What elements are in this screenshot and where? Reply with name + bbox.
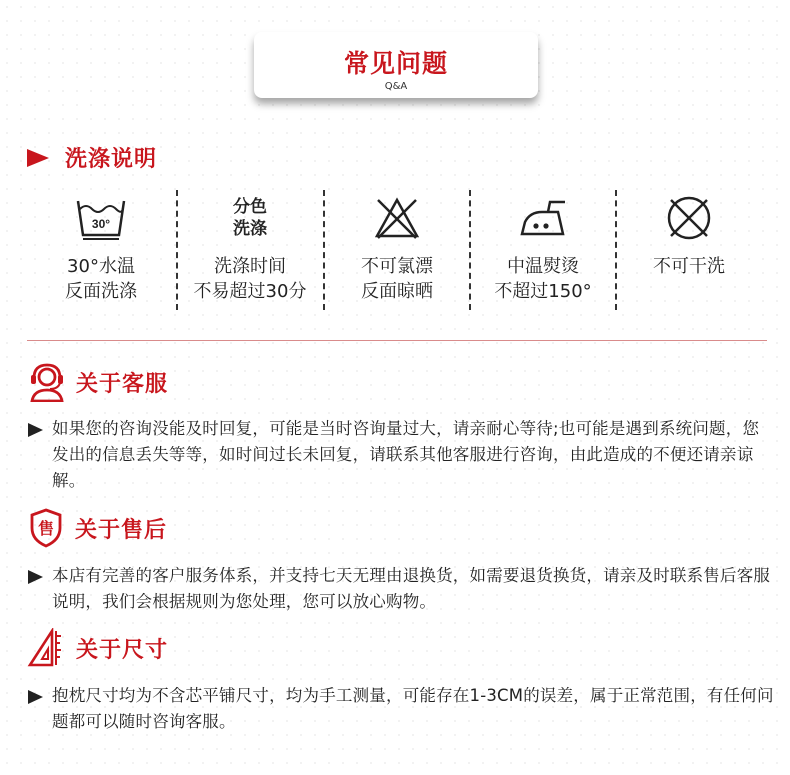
after-sales-section-title: 关于售后 xyxy=(75,517,168,543)
section-divider xyxy=(27,340,767,341)
arrow-icon xyxy=(27,149,49,167)
separate-colors-label: 分色 洗涤 xyxy=(233,197,267,239)
bullet-arrow-icon xyxy=(28,570,43,584)
washing-section-header xyxy=(27,142,157,173)
after-sales-section-header xyxy=(29,508,167,548)
service-section-title: 关于客服 xyxy=(76,371,169,397)
care-caption: 30°水温 反面洗涤 xyxy=(65,256,137,302)
care-caption: 洗涤时间 不易超过30分 xyxy=(193,256,307,302)
page-subtitle: Q&A xyxy=(384,81,408,92)
care-item-no-bleach xyxy=(324,190,470,308)
page-title: 常见问题 xyxy=(343,49,448,78)
care-caption: 中温熨烫 不超过150° xyxy=(494,256,592,302)
care-item-no-dry-clean xyxy=(616,190,762,308)
after-sales-shield-icon xyxy=(29,508,63,548)
size-text: 抱枕尺寸均为不含芯平铺尺寸，均为手工测量，可能存在1-3CM的误差，属于正常范围，有任何问题都可以随时咨询客服。 xyxy=(52,686,774,731)
after-sales-badge-char: 售 xyxy=(37,519,55,538)
service-text: 如果您的咨询没能及时回复，可能是当时咨询量过大，请亲耐心等待;也可能是遇到系统问题，您发出的信息丢失等等，如时间过长未回复，请联系其他客服进行咨询，由此造成的不便还请亲谅解。 xyxy=(52,419,760,490)
iron-medium-icon xyxy=(470,194,616,242)
service-paragraph xyxy=(28,416,776,494)
care-item-wash-30 xyxy=(28,190,174,308)
care-caption: 不可氯漂 反面晾晒 xyxy=(361,256,433,302)
size-paragraph xyxy=(28,683,776,735)
care-item-iron xyxy=(470,190,616,308)
after-sales-text: 本店有完善的客户服务体系，并支持七天无理由退换货，如需要退货换货，请亲及时联系售后客服说明，我们会根据规则为您处理，您可以放心购物。 xyxy=(52,566,771,611)
size-section-title: 关于尺寸 xyxy=(76,637,169,663)
service-section-header xyxy=(28,362,168,402)
care-item-separate-colors xyxy=(177,190,323,308)
headset-agent-icon xyxy=(28,362,66,402)
bullet-arrow-icon xyxy=(28,690,43,704)
wash-temp-label: 30° xyxy=(91,217,111,231)
faq-header-card xyxy=(254,32,538,98)
no-bleach-icon xyxy=(324,194,470,242)
ruler-triangle-icon xyxy=(26,628,64,668)
washing-section-title: 洗涤说明 xyxy=(65,147,158,172)
no-dry-clean-icon xyxy=(616,194,762,242)
size-section-header xyxy=(26,628,168,668)
care-caption: 不可干洗 xyxy=(653,256,725,277)
wash-tub-30-icon xyxy=(28,194,174,242)
after-sales-paragraph xyxy=(28,563,776,615)
bullet-arrow-icon xyxy=(28,423,43,437)
